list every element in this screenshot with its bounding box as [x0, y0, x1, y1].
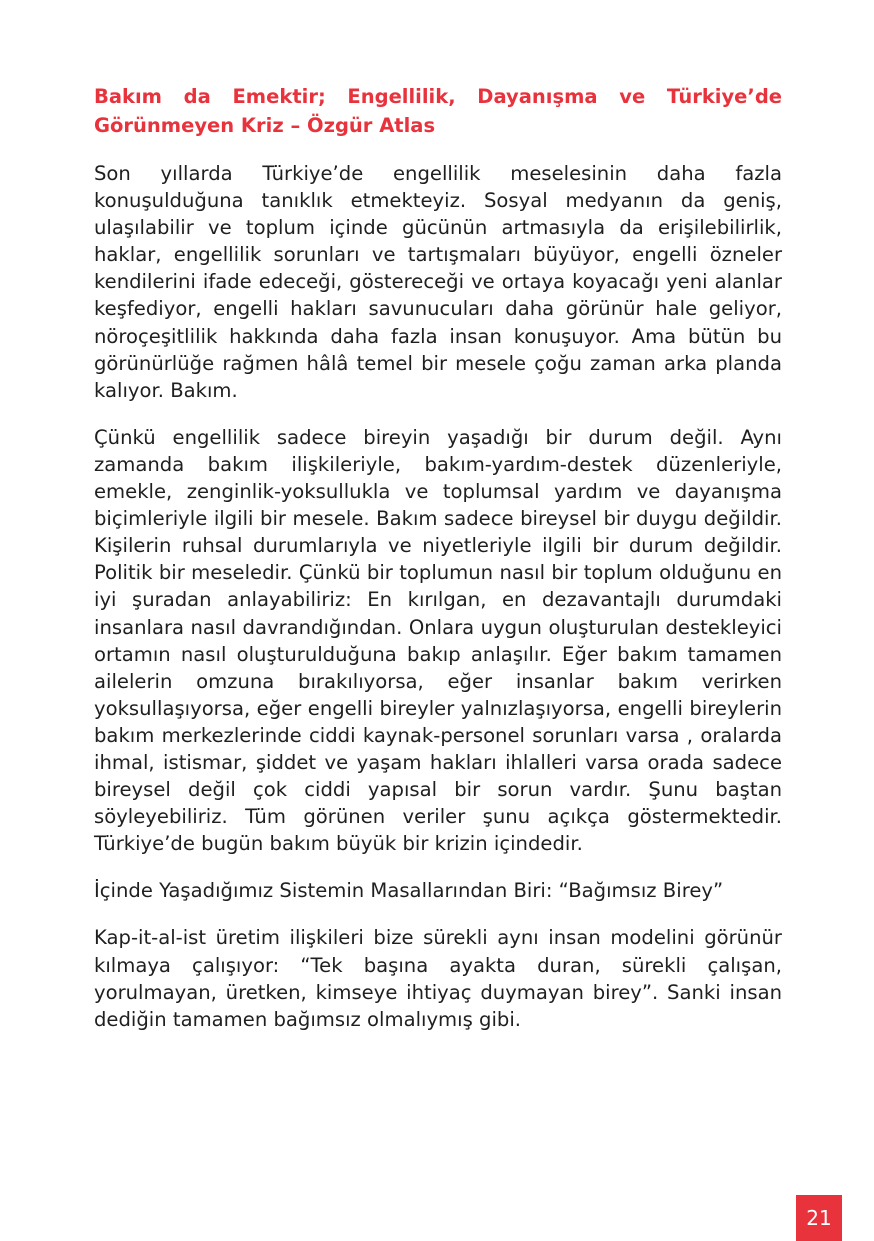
- article: [94, 82, 782, 1053]
- paragraph-capitalism: Kap-it-al-ist üretim ilişkileri bize sürekli aynı insan modelini görünür kılmaya çalışıyor: “Tek başına ayakta duran, sürekli çalışan, yorulmayan, üretken, kimseye ihtiyaç duymayan birey”. Sanki insan dediğin tamamen bağımsız olmalıymış gibi.: [94, 926, 782, 1031]
- paragraph-intro: Son yıllarda Türkiye’de engellilik meselesinin daha fazla konuşulduğuna tanıklık etmekteyiz. Sosyal medyanın da geniş, ulaşılabilir ve toplum içinde gücünün artmasıyla da erişilebilirlik, haklar, engellilik sorunları ve tartışmaları büyüyor, engelli özneler kendilerini ifade edeceği, göstereceği ve ortaya koyacağı yeni alanlar keşfediyor, engelli hakları savunucuları daha görünür hale geliyor, nöroçeşitlilik hakkında daha fazla insan konuşuyor. Ama bütün bu görünürlüğe rağmen hâlâ temel bir mesele çoğu zaman arka planda kalıyor. Bakım.: [94, 162, 782, 402]
- section-subheading: İçinde Yaşadığımız Sistemin Masallarından Biri: “Bağımsız Birey”: [94, 879, 724, 903]
- page-number-badge: 21: [796, 1195, 842, 1241]
- article-title: Bakım da Emektir; Engellilik, Dayanışma ve Türkiye’de Görünmeyen Kriz – Özgür Atlas: [94, 85, 782, 137]
- paragraph-care-politics: Çünkü engellilik sadece bireyin yaşadığı bir durum değil. Aynı zamanda bakım ilişkileriyle, bakım-yardım-destek düzenleriyle, emekle, zenginlik-yoksullukla ve toplumsal yardım ve dayanışma biçimleriyle ilgili bir mesele. Bakım sadece bireysel bir duygu değildir. Kişilerin ruhsal durumlarıyla ve niyetleriyle ilgili bir durum değildir. Politik bir meseledir. Çünkü bir toplumun nasıl bir toplum olduğunu en iyi şuradan anlayabiliriz: En kırılgan, en dezavantajlı durumdaki insanlara nasıl davrandığından. Onlara uygun oluşturulan destekleyici ortamın nasıl oluşturulduğuna bakıp anlaşılır. Eğer bakım tamamen ailelerin omzuna bırakılıyorsa, eğer insanlar bakım verirken yoksullaşıyorsa, eğer engelli bireyler yalnızlaşıyorsa, engelli bireylerin bakım merkezlerinde ciddi kaynak-personel sorunları varsa , oralarda ihmal, istismar, şiddet ve yaşam hakları ihlalleri varsa orada sadece bireysel değil çok ciddi yapısal bir sorun vardır. Şunu baştan söyleyebiliriz. Tüm görünen veriler şunu açıkça göstermektedir. Türkiye’de bugün bakım büyük bir krizin içindedir.: [94, 425, 782, 856]
